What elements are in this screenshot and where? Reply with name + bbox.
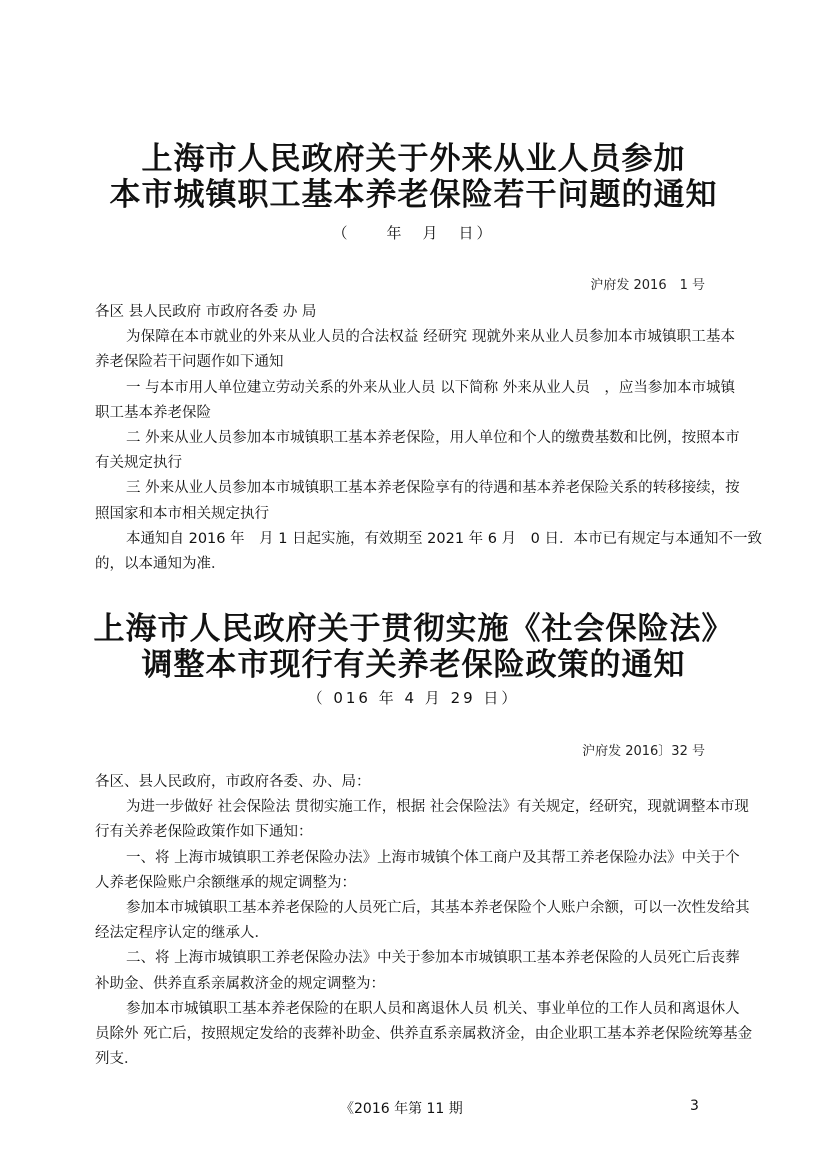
paragraph — [95, 325, 735, 375]
paragraph-line: 的，以本通知为准． — [95, 556, 226, 573]
paragraph — [95, 997, 753, 1073]
notice1-title-line: 本市城镇职工基本养老保险若干问题的通知 — [109, 177, 718, 213]
page-number: 3 — [690, 1098, 699, 1114]
notice2-title-line: 调整本市现行有关养老保险政策的通知 — [141, 647, 686, 683]
paragraph-line: 列支． — [95, 1051, 139, 1068]
notice1-title — [0, 141, 827, 213]
notice2-body — [95, 770, 753, 1072]
notice1-doc-number: 沪府发 2016 1 号 — [590, 278, 705, 293]
paragraph — [95, 946, 740, 996]
notice2-title-line: 上海市人民政府关于贯彻实施《社会保险法》 — [93, 611, 734, 647]
paragraph — [95, 426, 740, 476]
paragraph-line: 本通知自 2016 年 月 1 日起实施，有效期至 2021 年 6 月 0 日．本市已有规定与本通知不一致 — [126, 530, 762, 547]
paragraph — [95, 476, 740, 526]
paragraph-line: 人养老保险账户余额继承的规定调整为： — [95, 874, 356, 891]
salutation: 各区 县人民政府 市政府各委 办 局 — [95, 304, 317, 320]
paragraph-line: 一 与本市用人单位建立劳动关系的外来从业人员 以下简称 外来从业人员 ，应当参加本市城镇 — [126, 379, 735, 396]
notice2-doc-number: 沪府发 2016〕32 号 — [582, 744, 705, 759]
notice1-title-line: 上海市人民政府关于外来从业人员参加 — [141, 141, 686, 177]
paragraph-line: 有关规定执行 — [95, 455, 182, 472]
paragraph-line: 三 外来从业人员参加本市城镇职工基本养老保险享有的待遇和基本养老保险关系的转移接续，按 — [126, 480, 740, 497]
notice2-title — [0, 611, 827, 683]
paragraph-line: 照国家和本市相关规定执行 — [95, 505, 269, 522]
notice1-date: （ 年 月 日） — [332, 224, 495, 242]
notice2-date: （ 016 年 4 月 29 日） — [307, 689, 520, 707]
paragraph — [95, 795, 749, 845]
paragraph-line: 经法定程序认定的继承人． — [95, 925, 269, 942]
paragraph-line: 二、将 上海市城镇职工养老保险办法》中关于参加本市城镇职工基本养老保险的人员死亡后丧葬 — [126, 950, 740, 967]
paragraph-line: 二 外来从业人员参加本市城镇职工基本养老保险，用人单位和个人的缴费基数和比例，按照本市 — [126, 430, 740, 447]
paragraph-line: 员除外 死亡后，按照规定发给的丧葬补助金、供养直系亲属救济金，由企业职工基本养老保险统筹基金 — [95, 1026, 753, 1043]
notice1-body — [95, 300, 762, 577]
paragraph-line: 一、将 上海市城镇职工养老保险办法》上海市城镇个体工商户及其帮工养老保险办法》中关于个 — [126, 849, 740, 866]
paragraph — [95, 527, 762, 577]
paragraph-line: 行有关养老保险政策作如下通知： — [95, 824, 313, 841]
paragraph — [95, 376, 735, 426]
paragraph — [95, 896, 750, 946]
paragraph-line: 养老保险若干问题作如下通知 — [95, 354, 284, 371]
paragraph-line: 补助金、供养直系亲属救济金的规定调整为： — [95, 975, 385, 992]
issue-label: 《2016 年第 11 期 — [340, 1101, 463, 1117]
paragraph-line: 参加本市城镇职工基本养老保险的在职人员和离退休人员 机关、事业单位的工作人员和离退休人 — [126, 1000, 740, 1017]
paragraph-line: 为保障在本市就业的外来从业人员的合法权益 经研究 现就外来从业人员参加本市城镇职工基本 — [126, 329, 735, 346]
paragraph-line: 参加本市城镇职工基本养老保险的人员死亡后，其基本养老保险个人账户余额，可以一次性发给其 — [126, 900, 750, 917]
paragraph-line: 为进一步做好 社会保险法 贯彻实施工作，根据 社会保险法》有关规定，经研究，现就调整本市现 — [126, 799, 749, 816]
paragraph-line: 职工基本养老保险 — [95, 404, 211, 421]
salutation: 各区、县人民政府，市政府各委、办、局： — [95, 774, 371, 790]
paragraph — [95, 846, 740, 896]
